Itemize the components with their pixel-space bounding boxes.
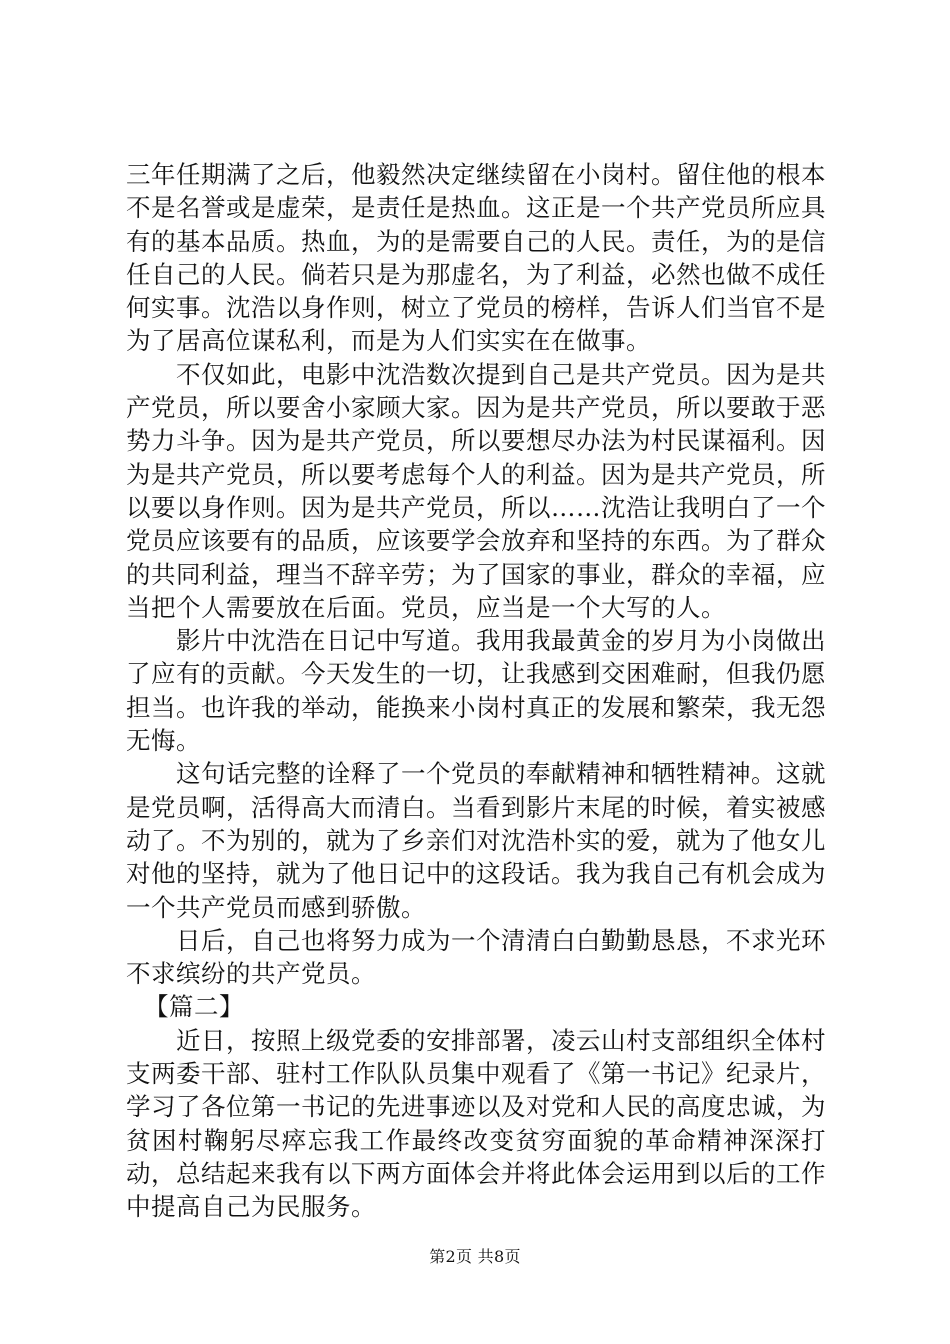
paragraph-5: 日后，自己也将努力成为一个清清白白勤勤恳恳，不求光环不求缤纷的共产党员。: [126, 925, 826, 989]
paragraph-4: 这句话完整的诠释了一个党员的奉献精神和牺牲精神。这就是党员啊，活得高大而清白。当看到影片末尾的时候，着实被感动了。不为别的，就为了乡亲们对沈浩朴实的爱，就为了他女儿对他的坚持，就为了他日记中的这段话。我为我自己有机会成为一个共产党员而感到骄傲。: [126, 759, 826, 922]
document-body: [126, 158, 826, 1224]
section-heading: 【篇二】: [144, 992, 244, 1022]
paragraph-1: 三年任期满了之后，他毅然决定继续留在小岗村。留住他的根本不是名誉或是虚荣，是责任是热血。这正是一个共产党员所应具有的基本品质。热血，为的是需要自己的人民。责任，为的是信任自己的人民。倘若只是为那虚名，为了利益，必然也做不成任何实事。沈浩以身作则，树立了党员的榜样，告诉人们当官不是为了居高位谋私利，而是为人们实实在在做事。: [126, 160, 826, 356]
paragraph-6: 近日，按照上级党委的安排部署，凌云山村支部组织全体村支两委干部、驻村工作队队员集中观看了《第一书记》纪录片，学习了各位第一书记的先进事迹以及对党和人民的高度忠诚，为贫困村鞠躬尽瘁忘我工作最终改变贫穷面貌的革命精神深深打动，总结起来我有以下两方面体会并将此体会运用到以后的工作中提高自己为民服务。: [126, 1025, 826, 1222]
paragraph-2: 不仅如此，电影中沈浩数次提到自己是共产党员。因为是共产党员，所以要舍小家顾大家。因为是共产党员，所以要敢于恶势力斗争。因为是共产党员，所以要想尽办法为村民谋福利。因为是共产党员，所以要考虑每个人的利益。因为是共产党员，所以要以身作则。因为是共产党员，所以……沈浩让我明白了一个党员应该要有的品质，应该要学会放弃和坚持的东西。为了群众的共同利益，理当不辞辛劳；为了国家的事业，群众的幸福，应当把个人需要放在后面。党员，应当是一个大写的人。: [126, 359, 826, 622]
paragraph-3: 影片中沈浩在日记中写道。我用我最黄金的岁月为小岗做出了应有的贡献。今天发生的一切，让我感到交困难耐，但我仍愿担当。也许我的举动，能换来小岗村真正的发展和繁荣，我无怨无悔。: [126, 626, 826, 756]
page-number-footer: 第2页 共8页: [429, 1247, 521, 1266]
